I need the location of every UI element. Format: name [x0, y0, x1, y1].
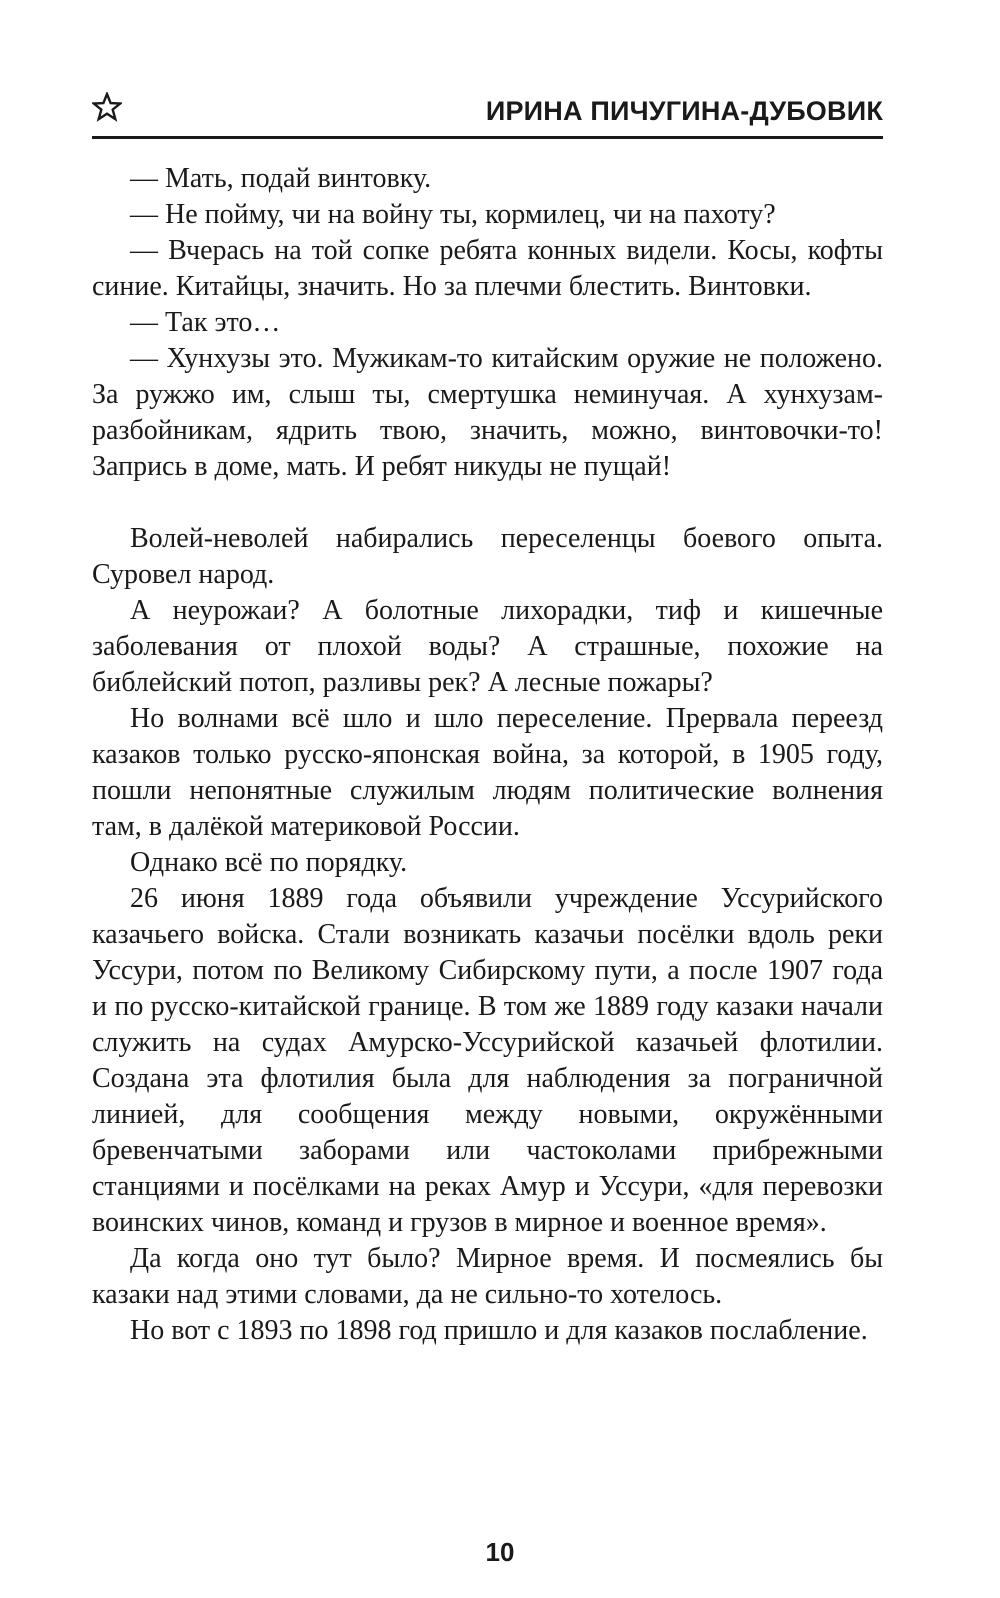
- page-number: 10: [485, 1537, 515, 1567]
- dialogue-line: — Хунхузы это. Мужикам-то китайским оружие не положено. За ружжо им, слыш ты, смертушка неминучая. А хунхузам-разбойникам, ядрить твою, значить, можно, винтовочки-то! Запрись в доме, мать. И ребят никуды не пущай!: [92, 343, 883, 482]
- paragraph: Но волнами всё шло и шло переселение. Прервала переезд казаков только русско-японская война, за которой, в 1905 году, пошли непонятные служилым людям политические волнения там, в далёкой материковой России.: [92, 703, 883, 842]
- dialogue-line: — Вчерась на той сопке ребята конных видели. Косы, кофты синие. Китайцы, значить. Но за плечми блестить. Винтовки.: [92, 235, 883, 302]
- running-head: [92, 88, 883, 139]
- paragraph: 26 июня 1889 года объявили учреждение Уссурийского казачьего войска. Стали возникать казачьи посёлки вдоль реки Уссури, потом по Великому Сибирскому пути, а после 1907 года и по русско-китайской границе. В том же 1889 году казаки начали служить на судах Амурско-Уссурийской казачьей флотилии. Создана эта флотилия была для наблюдения за пограничной линией, для сообщения между новыми, окружёнными бревенчатыми заборами или частоколами прибрежными станциями и посёлками на реках Амур и Уссури, «для перевозки воинских чинов, команд и грузов в мирное и военное время».: [92, 883, 883, 1238]
- dialogue-line: — Мать, подай винтовку.: [130, 163, 432, 194]
- dialogue-line: — Не пойму, чи на войну ты, кормилец, чи на пахоту?: [130, 199, 776, 230]
- star-outline-icon: [92, 92, 122, 122]
- paragraph: А неурожаи? А болотные лихорадки, тиф и кишечные заболевания от плохой воды? А страшные, похожие на библейский потоп, разливы рек? А лесные пожары?: [92, 595, 883, 698]
- paragraph: Волей-неволей набирались переселенцы боевого опыта. Суровел народ.: [92, 523, 883, 590]
- paragraph: Но вот с 1893 по 1898 год пришло и для казаков послабление.: [130, 1315, 868, 1346]
- page-body: [92, 161, 883, 1349]
- paragraph: Однако всё по порядку.: [130, 847, 408, 878]
- author-name: ИРИНА ПИЧУГИНА-ДУБОВИК: [485, 96, 883, 126]
- paragraph: Да когда оно тут было? Мирное время. И посмеялись бы казаки над этими словами, да не сильно-то хотелось.: [92, 1243, 883, 1310]
- dialogue-line: — Так это…: [130, 307, 281, 338]
